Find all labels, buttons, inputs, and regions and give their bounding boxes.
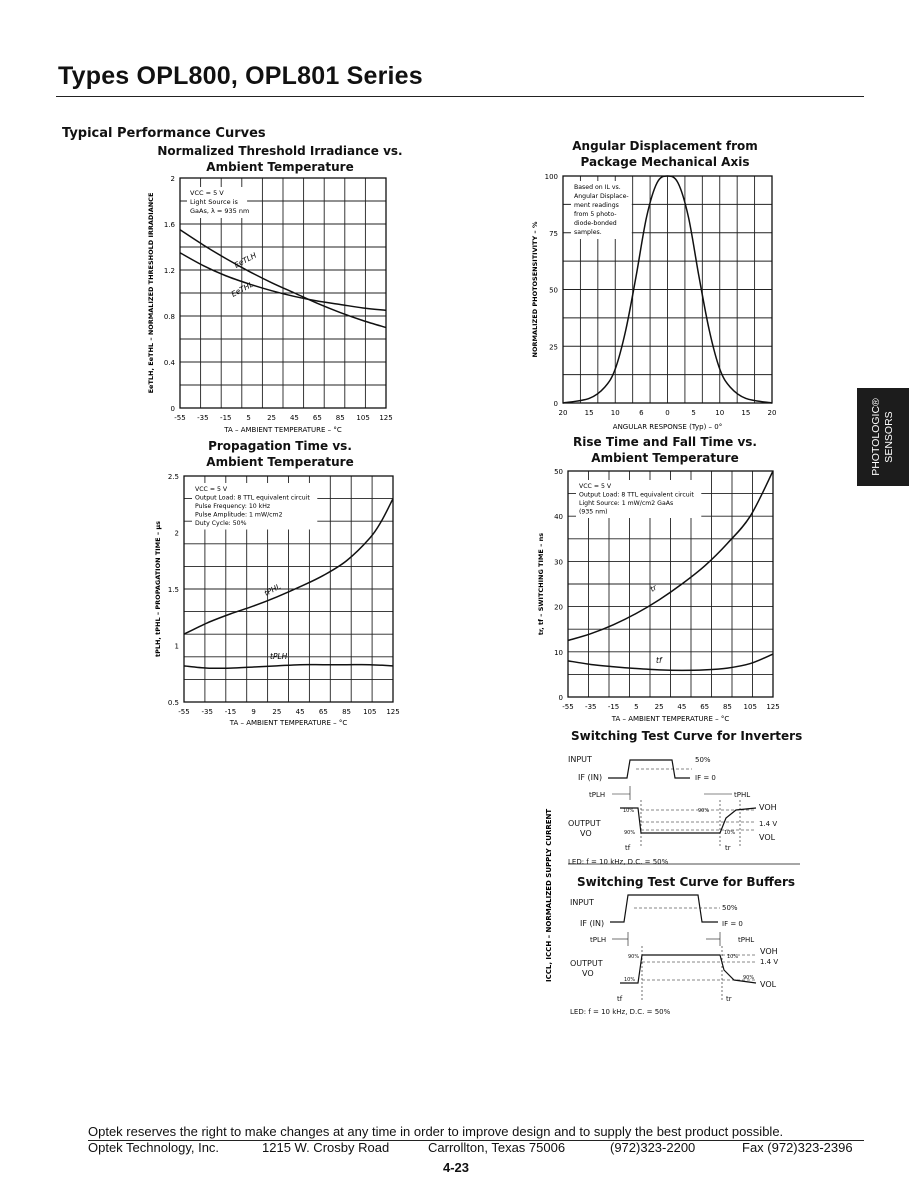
supply-current-axis-label: ICCL, ICCH – NORMALIZED SUPPLY CURRENT [545, 808, 553, 982]
x-axis-label: TA – AMBIENT TEMPERATURE – °C [224, 426, 342, 434]
chart-note: GaAs, λ = 935 nm [190, 207, 250, 215]
x-tick-label: 65 [318, 708, 328, 716]
y-tick-label: 75 [549, 229, 558, 238]
chart1-title: Normalized Threshold Irradiance vs. [157, 144, 403, 158]
inverter-vol-label: VOL [759, 833, 776, 842]
y-axis-label: tPLH, tPHL – PROPAGATION TIME – μs [154, 520, 162, 658]
y-tick-label: 2 [174, 529, 179, 538]
chart2-subtitle: Package Mechanical Axis [580, 155, 750, 169]
page-title: Types OPL800, OPL801 Series [58, 62, 423, 90]
chart-note: Angular Displace- [574, 193, 629, 200]
y-tick-label: 0.4 [163, 359, 175, 367]
inverter-output-wave [620, 808, 756, 833]
y-tick-label: 20 [554, 603, 563, 612]
buffer-tr-label: tr [726, 995, 732, 1003]
chart2-title: Angular Displacement from [572, 139, 758, 153]
y-tick-label: 0 [558, 694, 563, 702]
buffer-title: Switching Test Curve for Buffers [577, 875, 796, 889]
buffer-vol-label: VOL [760, 980, 777, 989]
x-tick-label: 10 [715, 409, 725, 417]
inverter-led-label: LED: f = 10 kHz, D.C. = 50% [568, 858, 669, 866]
x-tick-label: 25 [272, 708, 282, 716]
buffer-vo-label: VO [582, 969, 594, 978]
buffer-led-label: LED: f = 10 kHz, D.C. = 50% [570, 1008, 671, 1016]
x-tick-label: -35 [201, 708, 213, 716]
x-tick-label: -35 [197, 414, 209, 422]
chart-note: from 5 photo- [574, 211, 617, 218]
inverter-if-in-label: IF (IN) [578, 773, 603, 782]
side-tab-line1: PHOTOLOGIC® [870, 398, 882, 476]
buffer-voh-label: VOH [760, 947, 778, 956]
footer-fax: Fax (972)323-2396 [742, 1140, 853, 1155]
x-tick-label: 65 [700, 703, 710, 711]
inverter-14v-label: 1.4 V [759, 820, 778, 828]
x-axis-label: TA – AMBIENT TEMPERATURE – °C [229, 719, 348, 727]
y-tick-label: 1 [174, 642, 179, 651]
footer-company: Optek Technology, Inc. [88, 1140, 220, 1155]
x-tick-label: 45 [677, 703, 687, 711]
y-tick-label: 0.5 [167, 699, 179, 707]
page-number: 4-23 [443, 1160, 470, 1175]
y-tick-label: 0 [553, 400, 558, 408]
section-heading: Typical Performance Curves [62, 126, 266, 141]
buffer-10pct-label: 10% [624, 977, 636, 983]
buffer-14v-label: 1.4 V [760, 958, 779, 966]
y-tick-label: 1.5 [167, 586, 179, 594]
x-tick-label: 9 [251, 708, 256, 716]
inverter-voh-label: VOH [759, 803, 777, 812]
chart-3 [154, 473, 400, 727]
x-tick-label: 45 [289, 414, 299, 422]
y-axis-label: tr, tf – SWITCHING TIME – ns [537, 532, 545, 636]
x-tick-label: 5 [691, 409, 696, 417]
chart-note: (935 nm) [579, 508, 608, 516]
inverter-90pct-label: 90% [624, 830, 636, 836]
buffer-if-in-label: IF (IN) [580, 919, 605, 928]
x-tick-label: -55 [178, 708, 190, 716]
y-tick-label: 40 [554, 513, 563, 522]
series-label: tr [648, 582, 659, 594]
inverter-10pct-label: 10% [623, 808, 635, 814]
series-label: tf [656, 656, 662, 665]
x-tick-label: -55 [174, 414, 186, 422]
x-tick-label: 125 [386, 708, 400, 716]
inverter-50pct-label: 50% [695, 756, 711, 764]
y-axis-label: NORMALIZED PHOTOSENSITIVITY – % [531, 221, 539, 358]
x-tick-label: 45 [295, 708, 305, 716]
x-tick-label: -55 [562, 703, 574, 711]
chart-note: Based on IL vs. [574, 184, 621, 191]
inverter-10pct-label-2: 10% [724, 830, 736, 836]
buffer-input-wave [610, 895, 718, 922]
x-tick-label: 65 [312, 414, 322, 422]
chart-note: diode-bonded [574, 220, 617, 227]
x-tick-label: 85 [335, 414, 345, 422]
y-tick-label: 0.8 [163, 313, 175, 321]
x-tick-label: 20 [767, 409, 777, 417]
x-axis-label: ANGULAR RESPONSE (Typ) – 0° [612, 423, 723, 431]
chart3-subtitle: Ambient Temperature [206, 455, 354, 469]
x-tick-label: -15 [224, 708, 237, 716]
x-tick-label: 85 [722, 703, 732, 711]
buffer-90pct-label: 90% [628, 954, 640, 960]
x-tick-label: -35 [585, 703, 597, 711]
series-label: tPHL [262, 581, 283, 598]
x-tick-label: 6 [639, 409, 644, 417]
chart-note: Pulse Amplitude: 1 mW/cm2 [195, 511, 283, 519]
chart4-title: Rise Time and Fall Time vs. [573, 435, 757, 449]
chart-note: Pulse Frequency: 10 kHz [195, 503, 271, 510]
footer-city: Carrollton, Texas 75006 [428, 1140, 566, 1155]
y-tick-label: 2 [170, 175, 175, 183]
buffer-waveform [570, 875, 795, 1016]
inverter-90pct-label-2: 90% [698, 808, 710, 814]
buffer-90pct-label-2: 90% [743, 975, 755, 981]
x-tick-label: 15 [741, 409, 751, 417]
charts-layer [147, 173, 780, 727]
y-tick-label: 30 [554, 558, 563, 567]
buffer-if0-label: IF = 0 [722, 920, 743, 928]
inverter-title: Switching Test Curve for Inverters [571, 729, 803, 743]
chart1-subtitle: Ambient Temperature [206, 160, 354, 174]
chart-note: VCC = 5 V [195, 486, 228, 493]
x-tick-label: 10 [610, 409, 620, 417]
chart-note: Light Source: 1 mW/cm2 GaAs [579, 500, 674, 507]
series-label: EeTLH [232, 250, 258, 270]
chart-note: Output Load: 8 TTL equivalent circuit [579, 491, 694, 499]
x-tick-label: 25 [267, 414, 277, 422]
chart-note: Light Source is [190, 198, 238, 206]
inverter-vo-label: VO [580, 829, 592, 838]
y-tick-label: 1.6 [163, 221, 175, 229]
chart-note: Duty Cycle: 50% [195, 520, 247, 527]
x-axis-label: TA – AMBIENT TEMPERATURE – °C [611, 715, 730, 723]
y-tick-label: 50 [549, 286, 558, 295]
y-tick-label: 100 [544, 173, 558, 181]
x-tick-label: -15 [607, 703, 620, 711]
x-tick-label: 15 [584, 409, 594, 417]
x-tick-label: 5 [634, 703, 639, 711]
chart-note: VCC = 5 V [190, 189, 224, 197]
chart-note: Output Load: 8 TTL equivalent circuit [195, 494, 310, 502]
inverter-input-label: INPUT [568, 755, 592, 764]
buffer-50pct-label: 50% [722, 904, 738, 912]
chart-2 [531, 173, 776, 431]
x-tick-label: 85 [342, 708, 352, 716]
chart-note: VCC = 5 V [579, 483, 612, 490]
footer-note: Optek reserves the right to make changes at any time in order to improve design and to supply the best product possible. [88, 1124, 784, 1139]
inverter-tphl-label: tPHL [734, 791, 751, 799]
x-tick-label: 105 [356, 414, 370, 422]
chart-note: ment readings [574, 202, 619, 209]
x-tick-label: 105 [363, 708, 377, 716]
x-tick-label: -15 [220, 414, 232, 422]
buffer-input-label: INPUT [570, 898, 594, 907]
x-tick-label: 5 [246, 414, 251, 422]
buffer-10pct-label-2: 10% [727, 954, 739, 960]
x-tick-label: 125 [379, 414, 393, 422]
series-label: EeTHL [229, 279, 255, 299]
inverter-waveform [568, 729, 802, 866]
buffer-output-label: OUTPUT [570, 959, 603, 968]
chart-1 [147, 175, 393, 434]
inverter-if0-label: IF = 0 [695, 774, 716, 782]
inverter-tf-label: tf [625, 844, 631, 852]
series-label: tPLH [270, 652, 288, 661]
y-tick-label: 50 [554, 468, 563, 476]
x-tick-label: 0 [665, 409, 670, 417]
footer-address: 1215 W. Crosby Road [262, 1140, 390, 1155]
chart-4 [537, 468, 780, 723]
chart3-title: Propagation Time vs. [208, 439, 352, 453]
x-tick-label: 25 [654, 703, 664, 711]
buffer-tf-label: tf [617, 995, 623, 1003]
y-tick-label: 2.5 [167, 473, 179, 481]
y-axis-label: EeTLH, EeTHL – NORMALIZED THRESHOLD IRRADIANCE [147, 192, 155, 394]
side-tab [857, 388, 909, 486]
buffer-tplh-label: tPLH [590, 936, 607, 944]
inverter-tplh-label: tPLH [589, 791, 606, 799]
buffer-tphl-label: tPHL [738, 936, 755, 944]
y-tick-label: 10 [554, 648, 563, 657]
x-tick-label: 20 [558, 409, 568, 417]
footer-phone: (972)323-2200 [610, 1140, 696, 1155]
inverter-tr-label: tr [725, 844, 731, 852]
side-tab-line2: SENSORS [883, 411, 895, 463]
chart-note: samples. [574, 229, 602, 236]
y-tick-label: 1.2 [163, 267, 175, 275]
x-tick-label: 105 [743, 703, 757, 711]
inverter-output-label: OUTPUT [568, 819, 601, 828]
y-tick-label: 0 [170, 405, 175, 413]
chart4-subtitle: Ambient Temperature [591, 451, 739, 465]
y-tick-label: 25 [549, 343, 558, 352]
x-tick-label: 125 [766, 703, 780, 711]
